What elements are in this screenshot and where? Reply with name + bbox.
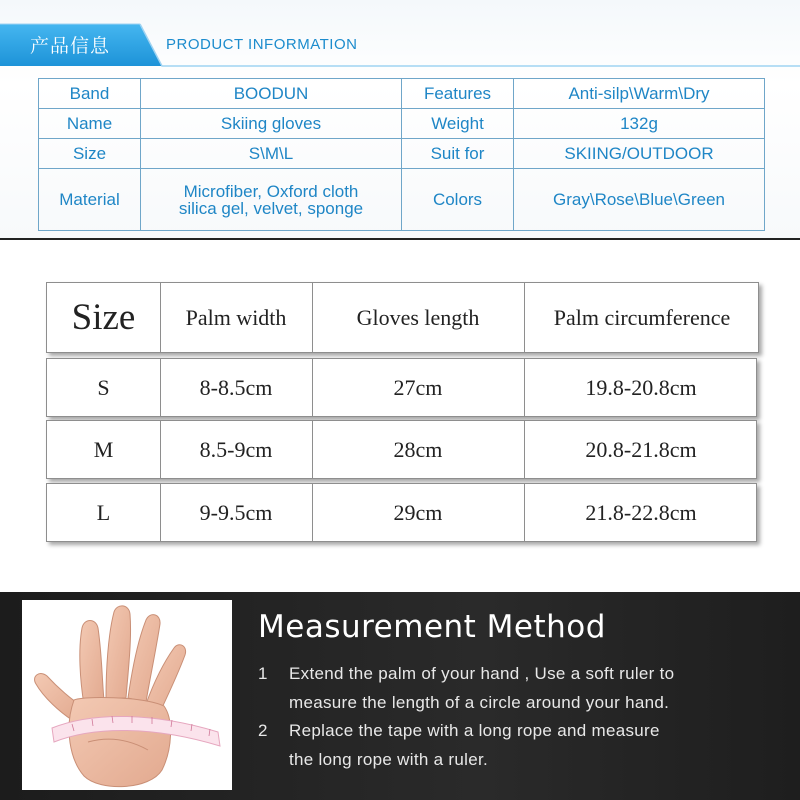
spec-value: S\M\L <box>141 139 402 169</box>
info-title-cn: 产品信息 <box>30 35 111 57</box>
spec-value: Gray\Rose\Blue\Green <box>514 169 765 231</box>
spec-row <box>39 139 765 169</box>
header-palm-width: Palm width <box>185 304 287 330</box>
row-size: M <box>93 436 114 462</box>
step-number: 1 <box>258 664 268 683</box>
header-banner-shape <box>0 18 800 70</box>
step-number: 2 <box>258 721 268 740</box>
spec-value: 132g <box>514 109 765 139</box>
row-palm-width: 8-8.5cm <box>199 374 273 400</box>
spec-value-material <box>141 169 402 231</box>
hand-measure-image <box>22 600 232 790</box>
step-text-line: Extend the palm of your hand , Use a soft ruler to <box>289 664 675 683</box>
product-information-section <box>0 0 800 240</box>
spec-row <box>39 109 765 139</box>
material-line-1: Microfiber, Oxford cloth <box>183 181 359 201</box>
row-palm-width: 9-9.5cm <box>199 499 273 525</box>
row-size: S <box>97 374 110 400</box>
row-gloves-length: 27cm <box>393 374 443 400</box>
spec-row <box>39 79 765 109</box>
header-palm-circumference: Palm circumference <box>553 304 731 330</box>
row-palm-circumference: 21.8-22.8cm <box>585 499 697 525</box>
step-text-line: measure the length of a circle around your hand. <box>289 693 670 712</box>
header-gloves-length: Gloves length <box>356 304 480 330</box>
spec-value: SKIING/OUTDOOR <box>514 139 765 169</box>
product-information-header <box>0 18 800 70</box>
row-size: L <box>96 499 111 525</box>
row-palm-width: 8.5-9cm <box>199 436 273 462</box>
spec-label: Suit for <box>402 139 514 169</box>
spec-label: Name <box>39 109 141 139</box>
measurement-method-title: Measurement Method <box>258 609 606 645</box>
row-gloves-length: 29cm <box>393 499 443 525</box>
spec-value: Anti-silp\Warm\Dry <box>514 79 765 109</box>
step-text-line: Replace the tape with a long rope and measure <box>289 721 660 740</box>
spec-label: Band <box>39 79 141 109</box>
spec-label: Weight <box>402 109 514 139</box>
spec-label: Size <box>39 139 141 169</box>
size-chart-header-row <box>46 282 759 353</box>
spec-row <box>39 169 765 231</box>
size-chart-row <box>46 358 757 417</box>
measurement-method-section <box>0 592 800 800</box>
measurement-step <box>258 659 800 717</box>
header-size: Size <box>71 297 136 338</box>
size-chart-row <box>46 483 757 542</box>
spec-table <box>38 78 765 231</box>
spec-label: Material <box>39 169 141 231</box>
size-chart-row <box>46 420 757 479</box>
size-chart-section <box>0 242 800 590</box>
row-palm-circumference: 19.8-20.8cm <box>585 374 697 400</box>
row-palm-circumference: 20.8-21.8cm <box>585 436 697 462</box>
spec-label: Features <box>402 79 514 109</box>
spec-value: Skiing gloves <box>141 109 402 139</box>
step-text-line: the long rope with a ruler. <box>289 750 488 769</box>
spec-value: BOODUN <box>141 79 402 109</box>
row-gloves-length: 28cm <box>393 436 443 462</box>
measurement-step <box>258 716 800 774</box>
spec-label: Colors <box>402 169 514 231</box>
info-title-en: PRODUCT INFORMATION <box>166 36 358 53</box>
hand-measure-illustration <box>22 600 232 790</box>
material-line-2: silica gel, velvet, sponge <box>178 198 364 218</box>
